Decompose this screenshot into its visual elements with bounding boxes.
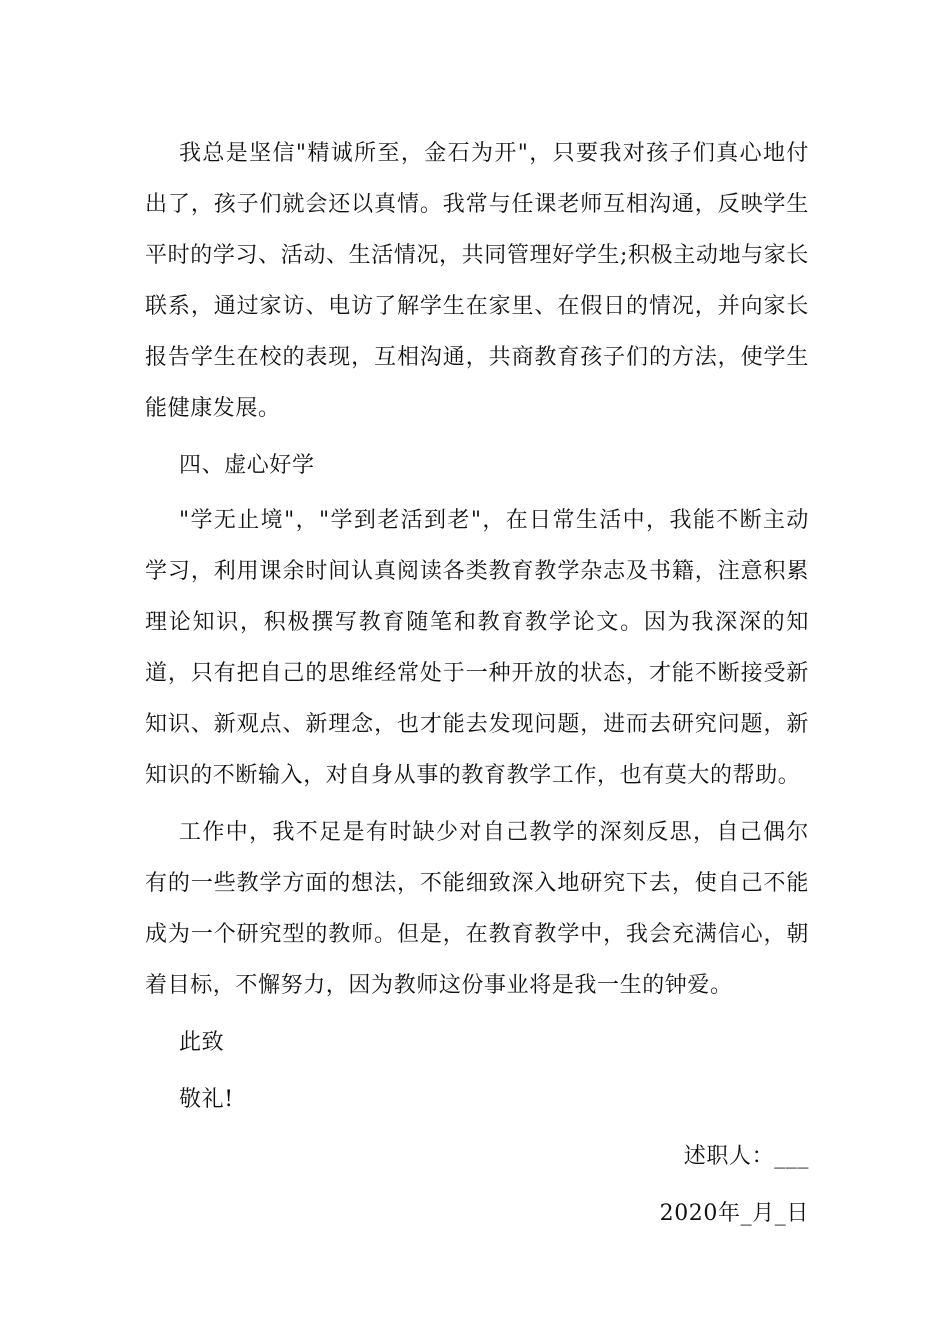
paragraph-communication: 我总是坚信"精诚所至，金石为开"，只要我对孩子们真心地付出了，孩子们就会还以真情。我常与任课老师互相沟通，反映学生平时的学习、活动、生活情况，共同管理好学生;积极主动地与家长联系，通过家访、电访了解学生在家里、在假日的情况，并向家长报告学生在校的表现，互相沟通，共商教育孩子们的方法，使学生能健康发展。 bbox=[145, 141, 809, 421]
report-date: 2020年_月_日 bbox=[659, 1201, 809, 1226]
closing-regards: 敬礼! bbox=[179, 1087, 234, 1112]
reporter-signature: 述职人：___ bbox=[683, 1144, 809, 1169]
closing-salutation: 此致 bbox=[179, 1030, 225, 1055]
paragraph-reflection: 工作中，我不足是有时缺少对自己教学的深刻反思，自己偶尔有的一些教学方面的想法，不能细致深入地研究下去，使自己不能成为一个研究型的教师。但是，在教育教学中，我会充满信心，朝着目标，不懈努力，因为教师这份事业将是我一生的钟爱。 bbox=[145, 820, 809, 998]
paragraph-learning: "学无止境"，"学到老活到老"，在日常生活中，我能不断主动学习，利用课余时间认真阅读各类教育教学杂志及书籍，注意积累理论知识，积极撰写教育随笔和教育教学论文。因为我深深的知道，只有把自己的思维经常处于一种开放的状态，才能不断接受新知识、新观点、新理念，也才能去发现问题，进而去研究问题，新知识的不断输入，对自身从事的教育教学工作，也有莫大的帮助。 bbox=[145, 508, 809, 788]
document-body bbox=[145, 128, 809, 1245]
signature-block bbox=[145, 1131, 809, 1239]
section-heading-4: 四、虚心好学 bbox=[179, 453, 315, 478]
